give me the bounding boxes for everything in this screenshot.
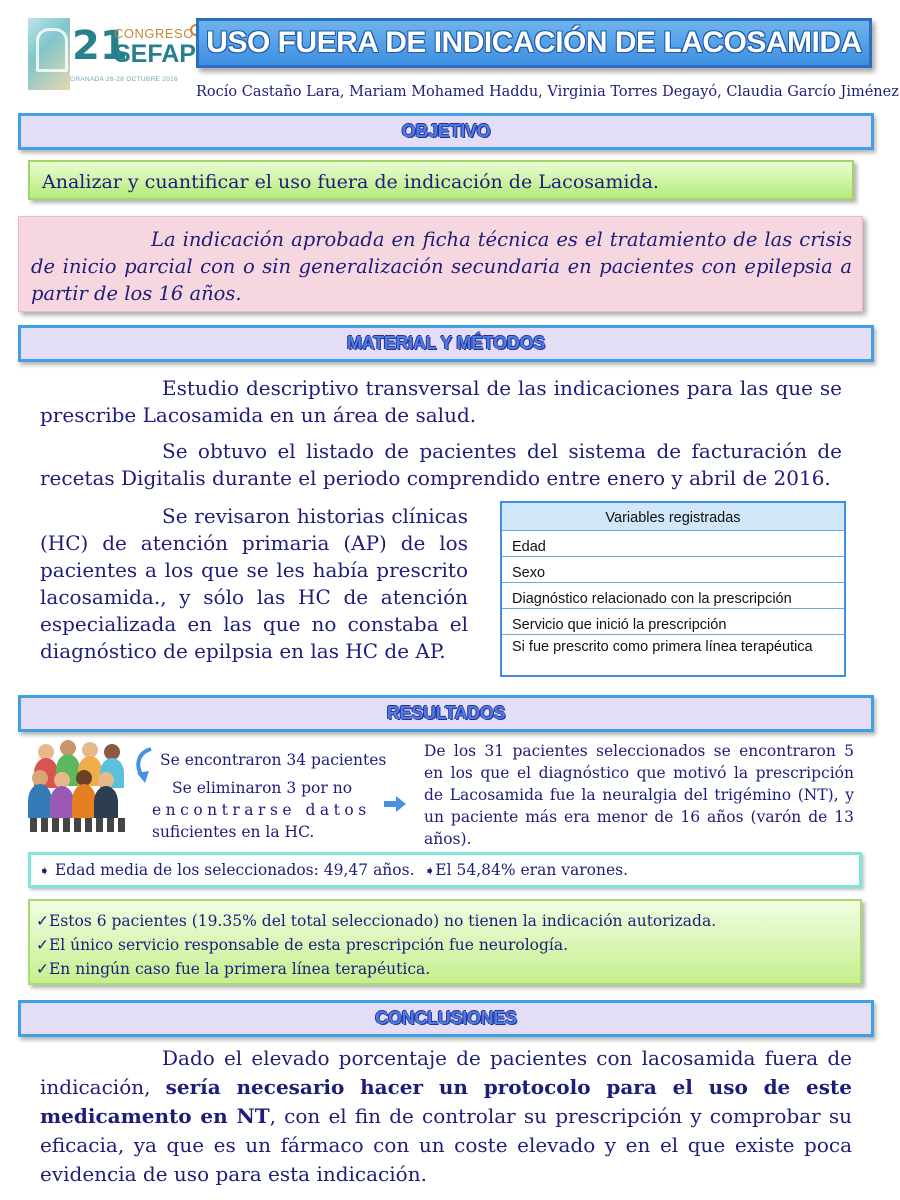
poster-title-box [196, 18, 872, 68]
section-material-metodos [18, 325, 874, 362]
results-removed-2: encontrarse datos [152, 801, 371, 819]
logo-sefap: SEFAP [114, 40, 196, 68]
authors: Rocío Castaño Lara, Mariam Mohamed Haddu, Virginia Torres Degayó, Claudia Garcío Jiménez [196, 84, 899, 100]
bullet-icon: ➧ [424, 864, 436, 879]
check-item: ✓El único servicio responsable de esta prescripción fue neurología. [36, 936, 569, 954]
results-removed-3: suficientes en la HC. [152, 823, 315, 841]
section-resultados [18, 695, 874, 732]
results-removed-1: Se eliminaron 3 por no [172, 779, 353, 797]
alhambra-tile-icon [28, 18, 70, 90]
bullet-icon: ➧ [39, 864, 50, 879]
stat-age: Edad media de los seleccionados: 49,47 años. [54, 861, 415, 879]
table-row [502, 635, 844, 675]
logo-date: GRANADA 26-28 OCTUBRE 2016 [70, 76, 178, 83]
indication-text: La indicación aprobada en ficha técnica es el tratamiento de las crisis de inicio parcial con o sin generalización secundaria en pacientes con epilepsia a partir de los 16 años. [31, 228, 852, 305]
section-resultados-label: RESULTADOS [386, 703, 506, 723]
results-right-text: De los 31 pacientes seleccionados se encontraron 5 en los que el diagnóstico que motivó la prescripción de Lacosamida fue la neuralgia del trigémino (NT), y un paciente más era menor de 16 años (varón de 13 años). [424, 742, 854, 848]
check-item: ✓En ningún caso fue la primera línea terapéutica. [36, 960, 431, 978]
methods-p2-text: Se obtuvo el listado de pacientes del sistema de facturación de recetas Digitalis durante el periodo comprendido entre enero y abril de 2016. [40, 439, 842, 490]
section-material-label: MATERIAL Y MÉTODOS [347, 333, 545, 353]
results-found: Se encontraron 34 pacientes [160, 751, 387, 769]
section-conclusiones [18, 1000, 874, 1037]
variables-table-header: Variables registradas [502, 503, 844, 531]
stats-box [28, 852, 862, 888]
section-conclusiones-label: CONCLUSIONES [375, 1008, 517, 1028]
people-group-icon [28, 740, 130, 832]
logo-number: 21 [72, 23, 128, 69]
methods-paragraph-1 [40, 375, 842, 429]
table-row: Servicio que inició la prescripción [502, 609, 844, 635]
indication-box [18, 216, 863, 312]
conclusion-paragraph [40, 1044, 852, 1189]
logo-congreso: CONGRESO [114, 26, 194, 41]
objective-box: Analizar y cuantificar el uso fuera de indicación de Lacosamida. [28, 160, 854, 200]
table-row: Sexo [502, 557, 844, 583]
table-row: Diagnóstico relacionado con la prescripción [502, 583, 844, 609]
methods-p1-text: Estudio descriptivo transversal de las indicaciones para las que se prescribe Lacosamida en un área de salud. [40, 376, 842, 427]
conclusion-part2: , con el fin de controlar su prescripción y comprobar su eficacia, ya que es un fármaco con un coste elevado y en el que existe poca evidencia de uso para esta indicación. [40, 1104, 853, 1186]
conclusion-bold: sería necesario hacer un protocolo para el uso de este medicamento en NT [40, 1075, 852, 1128]
results-left-text [152, 749, 388, 843]
checks-box [28, 899, 862, 985]
section-objetivo-label: OBJETIVO [401, 121, 491, 141]
check-item: ✓Estos 6 pacientes (19.35% del total seleccionado) no tienen la indicación autorizada. [36, 912, 717, 930]
conclusion-part1: Dado el elevado porcentaje de pacientes con lacosamida fuera de indicación, [40, 1046, 852, 1099]
poster-title: USO FUERA DE INDICACIÓN DE LACOSAMIDA [206, 26, 862, 59]
stat-male: El 54,84% eran varones. [435, 861, 629, 879]
congress-logo [28, 18, 196, 90]
table-row: Edad [502, 531, 844, 557]
variables-table [500, 501, 846, 677]
methods-paragraph-2 [40, 438, 842, 492]
methods-p3-text: Se revisaron historias clínicas (HC) de atención primaria (AP) de los pacientes a los que se les había prescrito lacosamida., y sólo las HC de atención especializada en las que no constaba el diagnóstico de epilpsia en las HC de AP. [40, 504, 468, 663]
methods-paragraph-3 [40, 503, 468, 665]
section-objetivo [18, 113, 874, 150]
table-row-text: Si fue prescrito como primera línea terapéutica [512, 639, 813, 655]
